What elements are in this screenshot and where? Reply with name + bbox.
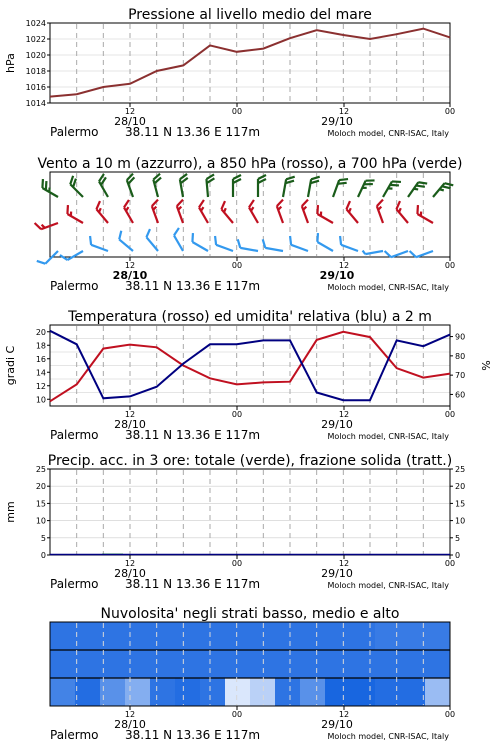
barb-staff	[249, 207, 258, 223]
cloud-cell	[175, 622, 201, 651]
y2-tick-label: 90	[455, 332, 466, 342]
cloud-cell	[50, 622, 76, 651]
cloud-cell	[175, 650, 201, 679]
cloud-cell	[325, 622, 351, 651]
date-label: 29/10	[319, 269, 355, 282]
cloud-cell	[125, 678, 151, 707]
barb-staff	[265, 248, 283, 251]
y-tick-label: 10	[35, 516, 46, 526]
y-tick-label: 1024	[25, 19, 46, 28]
cloud-cell	[350, 650, 376, 679]
barb-feather	[35, 222, 41, 231]
wind-barb	[67, 176, 88, 197]
y2-tick-label: 60	[455, 390, 466, 400]
model-label: Moloch model, CNR-ISAC, Italy	[327, 732, 449, 741]
barb-feather	[37, 258, 45, 266]
time-tick-label: 12	[338, 410, 350, 419]
chart-title: Nuvolosita' negli strati basso, medio e alto	[100, 606, 400, 622]
wind-barb	[247, 200, 265, 223]
barb-feather	[219, 201, 228, 209]
cloud-cell	[225, 678, 251, 707]
y-tick-label: 20	[35, 482, 46, 492]
barb-half-feather	[363, 250, 366, 254]
model-label: Moloch model, CNR-ISAC, Italy	[327, 581, 449, 590]
model-label: Moloch model, CNR-ISAC, Italy	[327, 432, 449, 441]
y-tick-label: 1016	[25, 83, 46, 92]
wind-barb	[358, 177, 375, 200]
cloud-cell	[400, 650, 426, 679]
wind-barb	[152, 174, 165, 197]
cloud-cell	[150, 678, 176, 707]
barb-feather	[375, 200, 384, 206]
barb-feather	[287, 236, 293, 245]
time-tick-label: 12	[124, 410, 136, 419]
y-tick-label: 20	[35, 327, 46, 337]
y-tick-label: 1018	[25, 67, 46, 76]
wind-barb	[116, 231, 138, 251]
chart-title: Precip. acc. in 3 ore: totale (verde), frazione solida (tratt.)	[47, 453, 453, 469]
y2-tick-label: 0	[455, 551, 461, 560]
wind-barb	[410, 243, 433, 258]
wind-barb	[144, 229, 164, 251]
barb-feather	[197, 200, 206, 207]
cloud-cell	[200, 678, 226, 707]
wind-barb	[333, 176, 348, 199]
date-label: 28/10	[114, 718, 146, 731]
wind-barb	[37, 245, 58, 266]
wind-barb	[337, 236, 360, 251]
y-tick-label: 5	[40, 533, 46, 543]
wind-barb	[308, 175, 320, 198]
barb-staff	[391, 251, 408, 257]
barb-staff	[192, 242, 208, 251]
location-label: Palermo	[50, 728, 99, 742]
y2-tick-label: 80	[455, 351, 466, 361]
wind-barb	[258, 175, 266, 197]
barb-staff	[317, 214, 333, 223]
y2-axis-label: %	[480, 360, 493, 371]
barb-staff	[119, 239, 133, 251]
date-label: 29/10	[321, 718, 353, 731]
time-tick-label: 12	[124, 261, 136, 270]
wind-barb	[212, 236, 235, 251]
cloud-cell	[125, 622, 151, 651]
y2-tick-label: 15	[455, 499, 466, 509]
cloud-cell	[200, 650, 226, 679]
wind-barb	[283, 175, 295, 198]
cloud-cell	[425, 622, 451, 651]
wind-barb	[408, 179, 427, 202]
date-label: 28/10	[112, 269, 148, 282]
wind-barb	[314, 233, 337, 251]
wind-barb	[197, 200, 215, 223]
wind-barb	[35, 215, 58, 230]
date-label: 29/10	[321, 115, 353, 128]
location-label: Palermo	[50, 428, 99, 442]
wind-barb	[275, 200, 290, 223]
barb-feather	[94, 201, 103, 209]
time-tick-label: 00	[231, 710, 243, 719]
barb-staff	[240, 248, 258, 251]
barb-feather	[300, 200, 309, 206]
barb-feather	[344, 201, 353, 209]
cloud-cell	[425, 650, 451, 679]
wind-barb	[94, 201, 114, 223]
cloud-cell	[275, 678, 301, 707]
location-label: Palermo	[50, 125, 99, 139]
wind-barb	[60, 244, 83, 262]
cloud-cell	[225, 622, 251, 651]
barb-staff	[333, 180, 339, 197]
cloud-cell	[250, 678, 276, 707]
wind-barb	[383, 178, 401, 201]
cloud-cell	[250, 650, 276, 679]
barb-staff	[174, 235, 183, 251]
barb-staff	[317, 242, 333, 251]
time-tick-label: 00	[444, 107, 456, 116]
wind-barb	[363, 247, 383, 254]
barb-feather	[144, 229, 153, 237]
y-axis-label: mm	[4, 501, 17, 523]
barb-staff	[67, 214, 83, 223]
coords-label: 38.11 N 13.36 E 117m	[125, 577, 261, 591]
time-tick-label: 12	[338, 559, 350, 568]
barb-staff	[417, 214, 433, 223]
time-tick-label: 00	[231, 107, 243, 116]
y2-tick-label: 25	[455, 465, 466, 474]
wind-barb	[64, 205, 87, 223]
y2-tick-label: 70	[455, 371, 466, 381]
wind-barb	[375, 200, 390, 223]
y-tick-label: 0	[40, 551, 46, 560]
barb-feather	[212, 236, 218, 245]
cloud-cell	[100, 678, 126, 707]
barb-feather	[60, 253, 67, 262]
cloud-cell	[300, 622, 326, 651]
barb-staff	[216, 245, 233, 251]
coords-label: 38.11 N 13.36 E 117m	[125, 125, 261, 139]
cloud-cell	[50, 678, 76, 707]
wind-barb	[172, 228, 190, 251]
time-tick-label: 12	[338, 107, 350, 116]
cloud-cell	[350, 622, 376, 651]
barb-feather	[261, 239, 266, 248]
chart-title: Vento a 10 m (azzurro), a 850 hPa (rosso), a 700 hPa (verde)	[37, 156, 463, 172]
date-label: 28/10	[114, 115, 146, 128]
coords-label: 38.11 N 13.36 E 117m	[125, 728, 261, 742]
barb-staff	[291, 245, 308, 251]
barb-feather	[314, 233, 321, 242]
y-tick-label: 18	[35, 341, 46, 351]
time-tick-label: 12	[338, 261, 350, 270]
cloud-cell	[125, 650, 151, 679]
barb-staff	[283, 179, 286, 197]
cloud-cell	[325, 678, 351, 707]
y-tick-label: 1022	[25, 35, 46, 44]
model-label: Moloch model, CNR-ISAC, Italy	[327, 129, 449, 138]
cloud-cell	[175, 678, 201, 707]
wind-barb	[179, 174, 191, 197]
barb-feather	[150, 200, 159, 206]
cloud-cell	[325, 650, 351, 679]
cloud-cell	[300, 678, 326, 707]
y-tick-label: 14	[35, 368, 46, 378]
wind-barb	[219, 201, 239, 223]
cloud-cell	[200, 622, 226, 651]
wind-barb	[206, 174, 216, 197]
wind-barb	[150, 200, 165, 223]
barb-feather	[247, 200, 256, 207]
cloud-cell	[250, 622, 276, 651]
cloud-cell	[425, 678, 451, 707]
wind-barb	[261, 239, 284, 251]
chart-title: Temperatura (rosso) ed umidita' relativa (blu) a 2 m	[68, 309, 432, 325]
barb-staff	[308, 179, 311, 197]
wind-barb	[125, 174, 140, 197]
barb-feather	[189, 233, 196, 242]
time-tick-label: 00	[231, 410, 243, 419]
location-label: Palermo	[50, 279, 99, 293]
chart-title: Pressione al livello medio del mare	[128, 7, 372, 23]
y2-tick-label: 20	[455, 482, 466, 492]
wind-barb	[344, 201, 364, 223]
wind-barb	[314, 205, 337, 223]
cloud-cell	[350, 678, 376, 707]
cloud-cell	[375, 678, 401, 707]
barb-staff	[124, 207, 133, 223]
cloud-cell	[300, 650, 326, 679]
wind-barb	[287, 236, 310, 251]
barb-staff	[67, 251, 83, 260]
barb-staff	[416, 251, 433, 257]
location-label: Palermo	[50, 577, 99, 591]
barb-feather	[87, 236, 93, 245]
y-tick-label: 12	[35, 381, 46, 391]
barb-feather	[394, 201, 403, 209]
y2-tick-label: 5	[455, 533, 461, 543]
time-tick-label: 12	[338, 710, 350, 719]
wind-barb	[87, 236, 110, 251]
y-tick-label: 10	[35, 395, 46, 405]
barb-feather	[116, 231, 124, 240]
y-tick-label: 16	[35, 354, 46, 364]
barb-staff	[396, 209, 408, 223]
barb-staff	[221, 209, 233, 223]
barb-staff	[199, 207, 208, 223]
y-tick-label: 25	[35, 465, 46, 474]
cloud-cell	[75, 650, 101, 679]
wind-barb	[189, 233, 212, 251]
time-tick-label: 12	[124, 710, 136, 719]
date-label: 28/10	[114, 567, 146, 580]
y-axis-label: hPa	[4, 53, 17, 73]
cloud-cell	[275, 622, 301, 651]
plot-frame-3	[50, 469, 450, 555]
date-label: 28/10	[114, 418, 146, 431]
cloud-cell	[225, 650, 251, 679]
barb-feather	[275, 200, 284, 206]
cloud-cell	[400, 622, 426, 651]
barb-staff	[365, 251, 383, 254]
time-tick-label: 12	[124, 107, 136, 116]
y-tick-label: 1014	[25, 99, 46, 108]
time-tick-label: 00	[444, 559, 456, 568]
wind-barb	[97, 174, 115, 197]
cloud-cell	[150, 622, 176, 651]
time-tick-label: 00	[444, 261, 456, 270]
cloud-cell	[50, 650, 76, 679]
cloud-cell	[400, 678, 426, 707]
cloud-cell	[75, 678, 101, 707]
barb-staff	[91, 245, 108, 251]
y2-tick-label: 10	[455, 516, 466, 526]
barb-staff	[346, 209, 358, 223]
y-tick-label: 15	[35, 499, 46, 509]
time-tick-label: 00	[231, 261, 243, 270]
time-tick-label: 00	[444, 410, 456, 419]
wind-barb	[122, 200, 140, 223]
wind-barb	[414, 205, 437, 223]
cloud-cell	[275, 650, 301, 679]
time-tick-label: 00	[444, 710, 456, 719]
time-tick-label: 12	[124, 559, 136, 568]
date-label: 29/10	[321, 567, 353, 580]
barb-feather	[172, 228, 181, 235]
coords-label: 38.11 N 13.36 E 117m	[125, 279, 261, 293]
y-axis-label: gradi C	[4, 345, 17, 386]
coords-label: 38.11 N 13.36 E 117m	[125, 428, 261, 442]
time-tick-label: 00	[231, 559, 243, 568]
barb-staff	[96, 209, 108, 223]
model-label: Moloch model, CNR-ISAC, Italy	[327, 283, 449, 292]
cloud-cell	[150, 650, 176, 679]
y-tick-label: 1020	[25, 51, 46, 60]
wind-barb	[236, 239, 259, 251]
cloud-cell	[75, 622, 101, 651]
date-label: 29/10	[321, 418, 353, 431]
wind-barb	[300, 200, 315, 223]
